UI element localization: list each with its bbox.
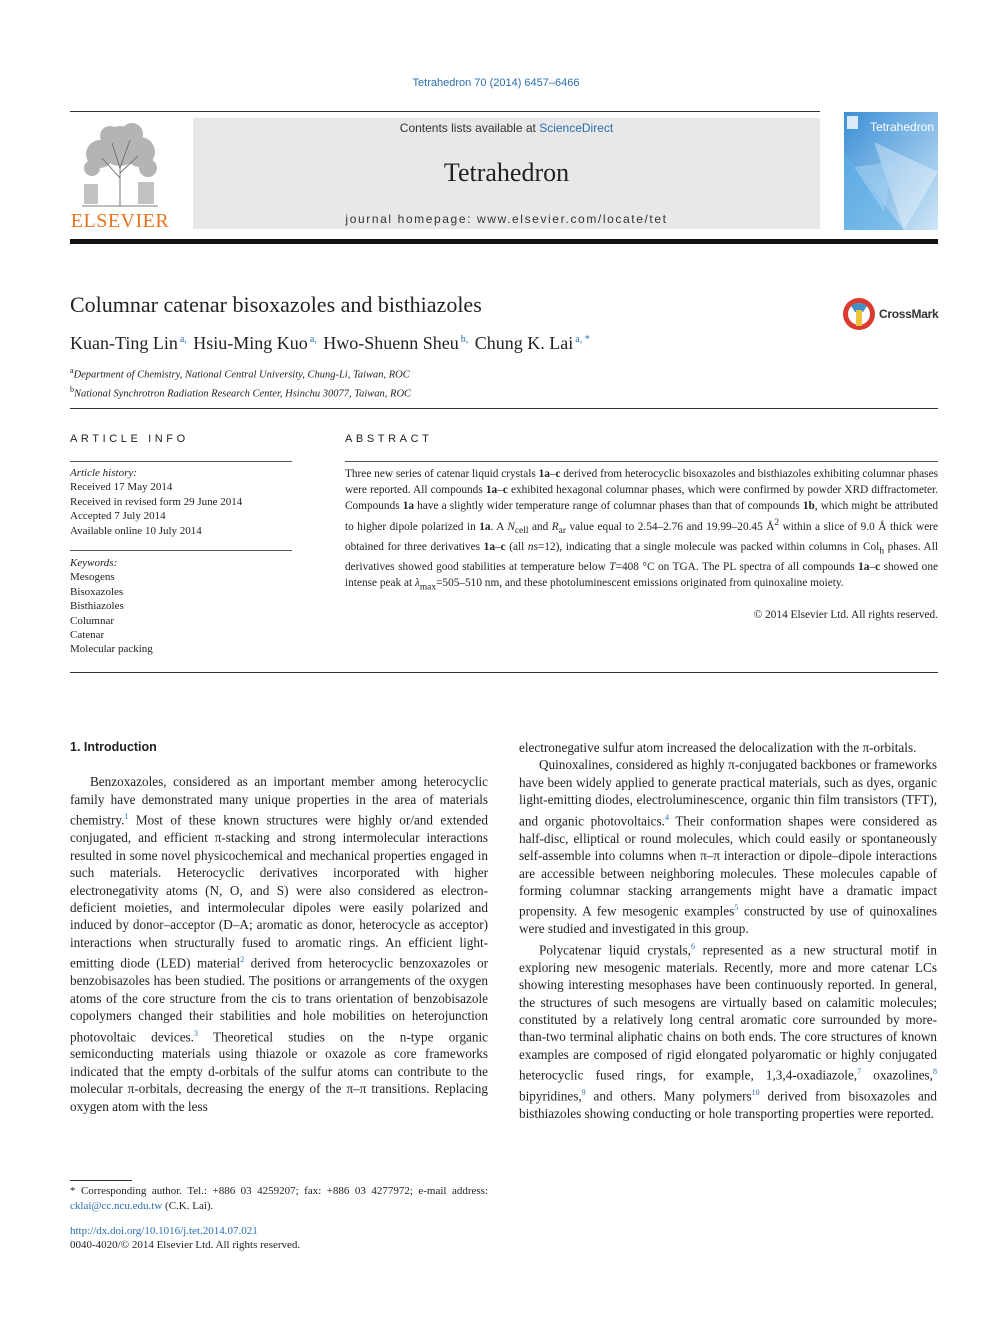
section-heading: 1. Introduction	[70, 740, 157, 754]
elsevier-tree-icon	[72, 118, 168, 208]
footnote-suffix: (C.K. Lai).	[162, 1199, 214, 1212]
abstract-rule	[345, 461, 938, 462]
keywords-rule	[70, 550, 292, 551]
abstract-copyright: © 2014 Elsevier Ltd. All rights reserved.	[753, 609, 938, 621]
article-title: Columnar catenar bisoxazoles and bisthiazoles	[70, 292, 482, 317]
keyword: Mesogens	[70, 571, 115, 584]
history-item: Accepted 7 July 2014	[70, 510, 166, 523]
affiliation-marker: b	[70, 384, 74, 394]
paragraph: Quinoxalines, considered as highly π-conjugated backbones or frameworks have been widely applied to generate practical materials, such as dyes, organic light-emitting diodes, electroluminescence, organic thin film transistors (TFT), and organic photovoltaics.$^4$ Their conformation shapes were considered as half-disc, elliptical or round molecules, which could easily or spontaneously self-assemble into columns when π–π interaction or dipole–dipole interactions are accessible between neighboring molecules. These molecules capable of forming columnar stacking arrangements might have a dramatic impact propensity. A few mesogenic examples$^5$ constructed by use of quinoxalines were studied and investigated in this group.	[519, 757, 937, 937]
journal-cover	[844, 112, 938, 230]
author-name[interactable]: Kuan-Ting Lin	[70, 333, 178, 353]
abstract-heading: ABSTRACT	[345, 433, 433, 445]
corresponding-author-footnote	[70, 1184, 488, 1213]
footnote-rule	[70, 1180, 132, 1181]
journal-masthead	[193, 118, 820, 229]
crossmark-label: CrossMark	[879, 307, 939, 321]
section-rule	[70, 672, 938, 673]
keyword: Columnar	[70, 614, 114, 627]
history-item: Available online 10 July 2014	[70, 524, 202, 537]
keywords-block	[70, 556, 153, 657]
author-list	[70, 333, 592, 354]
elsevier-logo	[70, 118, 170, 236]
doi-link[interactable]: http://dx.doi.org/10.1016/j.tet.2014.07.021	[70, 1225, 258, 1237]
author-name[interactable]: Hwo-Shuenn Sheu	[323, 333, 459, 353]
section-rule	[70, 408, 938, 409]
affiliations	[70, 364, 411, 401]
keyword: Bisthiazoles	[70, 600, 124, 613]
article-info-heading: ARTICLE INFO	[70, 433, 189, 445]
author-name[interactable]: Hsiu-Ming Kuo	[193, 333, 308, 353]
paragraph: Benzoxazoles, considered as an important member among heterocyclic family have demonstrated many unique properties in the area of materials chemistry.$^1$ Most of these known structures were highly or/and extended conjugated, and efficient π-stacking and strong intermolecular interactions resulted in some novel physicochemical and mechanical properties engaged in such materials. Heterocyclic derivatives incorporated with higher electronegativity atoms (N, O, and S) were also considered as electron-deficient moieties, and intermolecular dipoles were easily polarized and induced by donor–acceptor (D–A; aromatic as donor, heterocycle as acceptor) interactions when structurally fused to aromatic rings. An efficient light-emitting diode (LED) material$^2$ derived from heterocyclic benzoxazoles or benzobisazoles has been studied. The positions or arrangements of the oxygen atoms of the core structure from the cis to trans orientation of benzobisazole copolymers changed their stabilities and hole mobilities on heterojunction photovoltaic devices.$^3$ Theoretical studies on the n-type organic semiconducting materials using thiazole or oxazole as core frameworks indicated that the empty d-orbitals of the sulfur atoms can contribute to the molecular π-orbitals, decreasing the energy of the π–π transitions. Replacing oxygen atom with the less	[70, 774, 488, 1114]
author-name[interactable]: Chung K. Lai	[474, 333, 574, 353]
article-info-rule	[70, 461, 292, 462]
issn-line: 0040-4020/© 2014 Elsevier Ltd. All rights reserved.	[70, 1239, 301, 1251]
affiliation-line	[70, 383, 411, 402]
history-item: Received in revised form 29 June 2014	[70, 495, 243, 508]
affiliation-text: National Synchrotron Radiation Research Center, Hsinchu 30077, Taiwan, ROC	[74, 388, 412, 399]
email-link[interactable]: cklai@cc.ncu.edu.tw	[70, 1199, 163, 1212]
contents-line	[193, 121, 820, 135]
cover-title: Tetrahedron	[870, 120, 935, 134]
keyword: Catenar	[70, 629, 105, 642]
history-item: Received 17 May 2014	[70, 481, 173, 494]
article-history	[70, 466, 242, 538]
affiliation-line	[70, 364, 411, 383]
body-column-right	[519, 739, 937, 1122]
history-label: Article history:	[70, 467, 137, 479]
journal-homepage[interactable]: journal homepage: www.elsevier.com/locate/tet	[345, 212, 668, 226]
affiliation-marker: a	[70, 366, 74, 375]
affiliation-text: Department of Chemistry, National Central University, Chung-Li, Taiwan, ROC	[73, 369, 410, 381]
crossmark-badge[interactable]	[842, 296, 942, 332]
crossmark-icon	[842, 296, 876, 332]
keyword: Bisoxazoles	[70, 585, 124, 598]
contents-prefix: Contents lists available at	[399, 121, 540, 135]
keywords-label: Keywords:	[70, 557, 118, 569]
author-affil-sup[interactable]: a,	[179, 334, 187, 345]
keyword: Molecular packing	[70, 643, 153, 656]
header-thick-rule	[70, 239, 938, 244]
abstract-text: Three new series of catenar liquid crystals 1a–c derived from heterocyclic bisoxazoles and bisthiazoles exhibiting columnar phases were reported. All compounds 1a–c exhibited hexagonal columnar phases, which were confirmed by powder XRD diffractometer. Compounds 1a have a slightly wider temperature range of columnar phases than that of compounds 1b, which might be attributed to higher dipole polarized in 1a. A $N_{cell}$ and $R_{ar}$ value equal to 2.54–2.76 and 19.99–20.45 $Å^2$ within a slice of 9.0 Å thick were obtained for three derivatives 1a–c (all ns=12), indicating that a single molecule was packed within columns in Col$_h$ phases. All derivatives showed good stabilities at temperature below T=408 °C on TGA. The PL spectra of all compounds 1a–c showed one intense peak at $\lambda_{max}=505-510$ nm, and these photoluminescent emissions originated from quinoxaline moiety.	[345, 468, 938, 593]
journal-citation[interactable]: Tetrahedron 70 (2014) 6457–6466	[412, 77, 580, 89]
paragraph: electronegative sulfur atom increased the delocalization with the π-orbitals.	[519, 740, 917, 755]
sciencedirect-link[interactable]: ScienceDirect	[539, 121, 614, 135]
author-affil-sup[interactable]: a, *	[575, 334, 590, 345]
paragraph: Polycatenar liquid crystals,$^6$ represented as a new structural motif in exploring new mesogenic materials. Recently, more and more catenar LCs showing interesting mesophases have been continuously reported. In general, the structures of such mesogens are virtually based on calamitic molecules; constituted by a relatively long central aromatic core surrounded by more-than-two terminal aliphatic chains on both ends. The core structures of known examples are composed of rigid elongated polyaromatic or highly conjugated heterocyclic fused rings, for example, 1,3,4-oxadiazole,$^7$ oxazolines,$^8$ bipyridines,$^9$ and others. Many polymers$^{10}$ derived from bisoxazoles and bisthiazoles showing conducting or hole transporting properties were reported.	[519, 941, 937, 1122]
footnote-text: * Corresponding author. Tel.: +886 03 4259207; fax: +886 03 4277972; e-mail address:	[70, 1185, 488, 1197]
author-affil-sup[interactable]: a,	[309, 334, 317, 345]
elsevier-wordmark: ELSEVIER	[70, 210, 170, 232]
header-rule	[70, 111, 820, 112]
body-column-left	[70, 739, 488, 1115]
author-affil-sup[interactable]: b,	[460, 334, 469, 345]
journal-name: Tetrahedron	[443, 158, 570, 187]
